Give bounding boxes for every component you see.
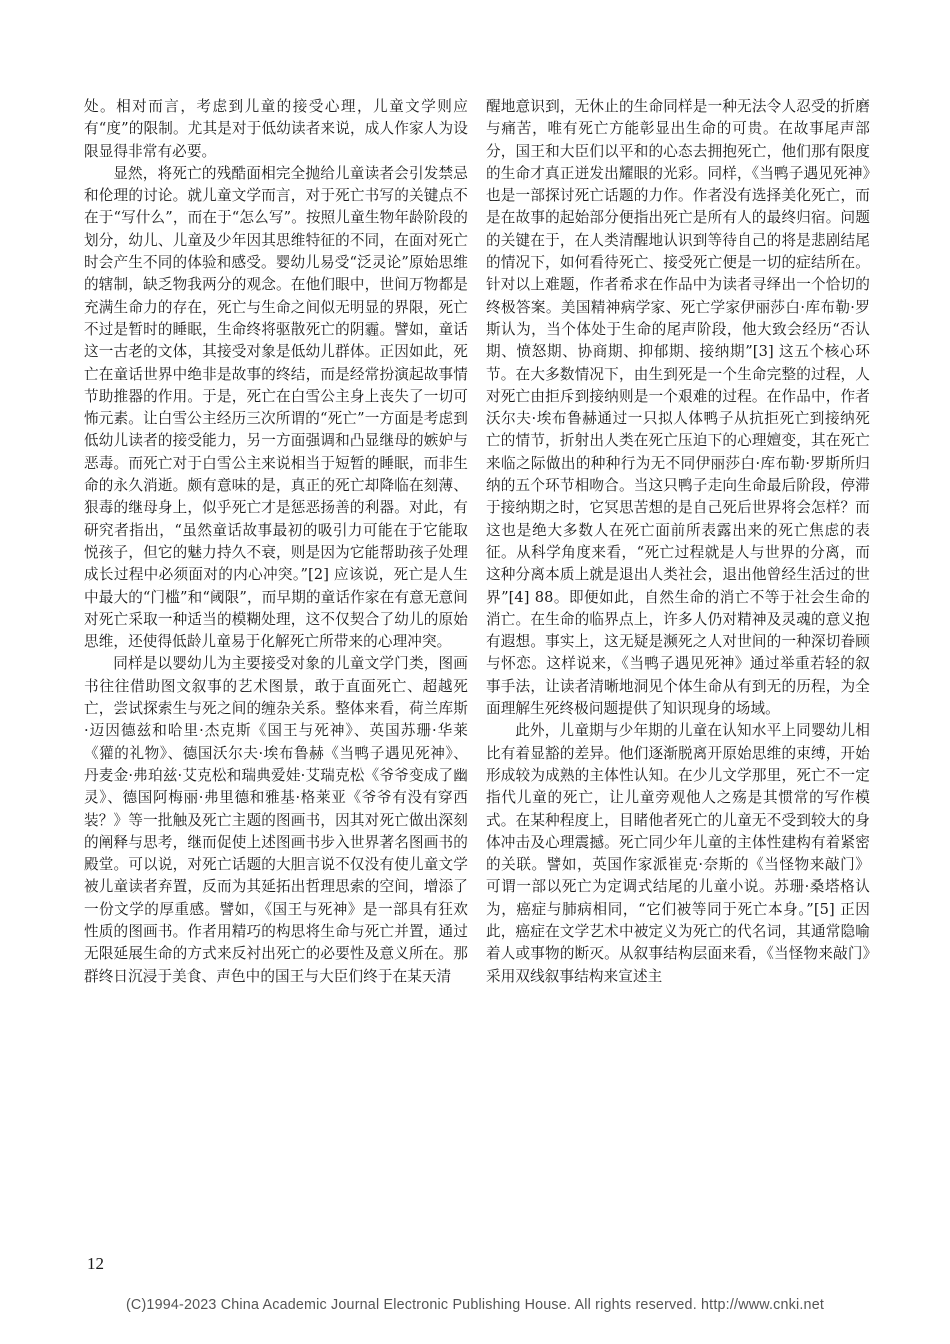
left-text-column [84,96,468,1266]
paragraph-adolescent-death: 此外，儿童期与少年期的儿童在认知水平上同婴幼儿相比有着显豁的差异。他们逐渐脱离开原始思维的束缚，开始形成较为成熟的主体性认知。在少儿文学那里，死亡不一定指代儿童的死亡，让儿童旁观他人之殇是其惯常的写作模式。在某种程度上，目睹他者死亡的儿童无不受到较大的身体冲击及心理震撼。死亡同少年儿童的主体性建构有着紧密的关联。譬如，英国作家派崔克·奈斯的《当怪物来敲门》可谓一部以死亡为定调式结尾的儿童小说。苏珊·桑塔格认为，癌症与肺病相同，“它们被等同于死亡本身。”[5] 正因此，癌症在文学艺术中被定义为死亡的代名词，其通常隐喻着人或事物的断灭。从叙事结构层面来看，《当怪物来敲门》采用双线叙事结构来宣述主 [486,722,870,985]
paragraph-continued: 处。相对而言，考虑到儿童的接受心理，儿童文学则应有“度”的限制。尤其是对于低幼读者来说，成人作家人为设限显得非常有必要。 [84,98,468,160]
copyright-footer: (C)1994-2023 China Academic Journal Electronic Publishing House. All rights reserved. http://www.cnki.net [125,1297,825,1313]
right-text-column [486,96,870,1266]
paragraph-death-writing: 显然，将死亡的残酷面相完全抛给儿童读者会引发禁忌和伦理的讨论。就儿童文学而言，对于死亡书写的关键点不在于“写什么”，而在于“怎么写”。按照儿童生物年龄阶段的划分，幼儿、儿童及少年因其思维特征的不同，在面对死亡时会产生不同的体验和感受。婴幼儿易受“泛灵论”原始思维的辖制，缺乏物我两分的观念。在他们眼中，世间万物都是充满生命力的存在，死亡与生命之间似无明显的界限，死亡不过是暂时的睡眠，生命终将驱散死亡的阴霾。譬如，童话这一古老的文体，其接受对象是低幼儿群体。正因如此，死亡在童话世界中绝非是故事的终结，而是经常扮演起故事情节助推器的作用。于是，死亡在白雪公主身上丧失了一切可怖元素。让白雪公主经历三次所谓的“死亡”一方面是考虑到低幼儿读者的接受能力，另一方面强调和凸显继母的嫉妒与恶毒。而死亡对于白雪公主来说相当于短暂的睡眠，而非生命的永久消逝。颇有意味的是，真正的死亡却降临在刻薄、狠毒的继母身上，似乎死亡才是惩恶扬善的利器。对此，有研究者指出，“虽然童话故事最初的吸引力可能在于它能取悦孩子，但它的魅力持久不衰，则是因为它能帮助孩子处理成长过程中必须面对的内心冲突。”[2] 应该说，死亡是人生中最大的“门槛”和“阈限”，而早期的童话作家在有意无意间对死亡采取一种适当的模糊处理，这不仅契合了幼儿的原始思维，还使得低龄儿童易于化解死亡所带来的心理冲突。 [84,164,468,651]
paragraph-continued-right: 醒地意识到，无休止的生命同样是一种无法令人忍受的折磨与痛苦，唯有死亡方能彰显出生命的可贵。在故事尾声部分，国王和大臣们以平和的心态去拥抱死亡，他们那有限度的生命才真正迸发出耀眼的光彩。同样，《当鸭子遇见死神》也是一部探讨死亡话题的力作。作者没有选择美化死亡，而是在故事的起始部分便指出死亡是所有人的最终归宿。问题的关键在于，在人类清醒地认识到等待自己的将是悲剧结尾的情况下，如何看待死亡、接受死亡便是一切的症结所在。针对以上难题，作者希求在作品中为读者寻绎出一个恰切的终极答案。美国精神病学家、死亡学家伊丽莎白·库布勒·罗斯认为，当个体处于生命的尾声阶段，他大致会经历“否认期、愤怒期、协商期、抑郁期、接纳期”[3] 这五个核心环节。在大多数情况下，由生到死是一个生命完整的过程，人对死亡由拒斥到接纳则是一个艰难的过程。在作品中，作者沃尔夫·埃布鲁赫通过一只拟人体鸭子从抗拒死亡到接纳死亡的情节，折射出人类在死亡压迫下的心理嬗变，其在死亡来临之际做出的种种行为无不同伊丽莎白·库布勒·罗斯所归纳的五个环节相吻合。当这只鸭子走向生命最后阶段，停滞于接纳期之时，它冥思苦想的是自己死后世界将会怎样？而这也是绝大多数人在死亡面前所表露出来的死亡焦虑的表征。从科学角度来看，“死亡过程就是人与世界的分离，而这种分离本质上就是退出人类社会，退出他曾经生活过的世界”[4] 88。即便如此，自然生命的消亡不等于社会生命的消亡。在生命的临界点上，许多人仍对精神及灵魂的意义抱有遐想。事实上，这无疑是濒死之人对世间的一种深切眷顾与怀恋。这样说来，《当鸭子遇见死神》通过举重若轻的叙事手法，让读者清晰地洞见个体生命从有到无的历程，为全面理解生死终极问题提供了知识现身的场域。 [486,98,870,718]
page-number: 12 [87,1254,104,1273]
paragraph-picture-books: 同样是以婴幼儿为主要接受对象的儿童文学门类，图画书往往借助图文叙事的艺术图景，敢于直面死亡、超越死亡，尝试探索生与死之间的缠杂关系。整体来看，荷兰库斯·迈因德兹和哈里·杰克斯《国王与死神》、英国苏珊·华莱《獾的礼物》、德国沃尔夫·埃布鲁赫《当鸭子遇见死神》、丹麦金·弗珀兹·艾克松和瑞典爱娃·艾瑞克松《爷爷变成了幽灵》、德国阿梅丽·弗里德和雅基·格莱亚《爷爷有没有穿西装？》等一批触及死亡主题的图画书，因其对死亡做出深刻的阐释与思考，继而促使上述图画书步入世界著名图画书的殿堂。可以说，对死亡话题的大胆言说不仅没有使儿童文学被儿童读者弃置，反而为其延拓出哲理思索的空间，增添了一份文学的厚重感。譬如，《国王与死神》是一部具有狂欢性质的图画书。作者用精巧的构思将生命与死亡并置，通过无限延展生命的方式来反衬出死亡的必要性及意义所在。那群终日沉浸于美食、声色中的国王与大臣们终于在某天清 [84,655,468,985]
